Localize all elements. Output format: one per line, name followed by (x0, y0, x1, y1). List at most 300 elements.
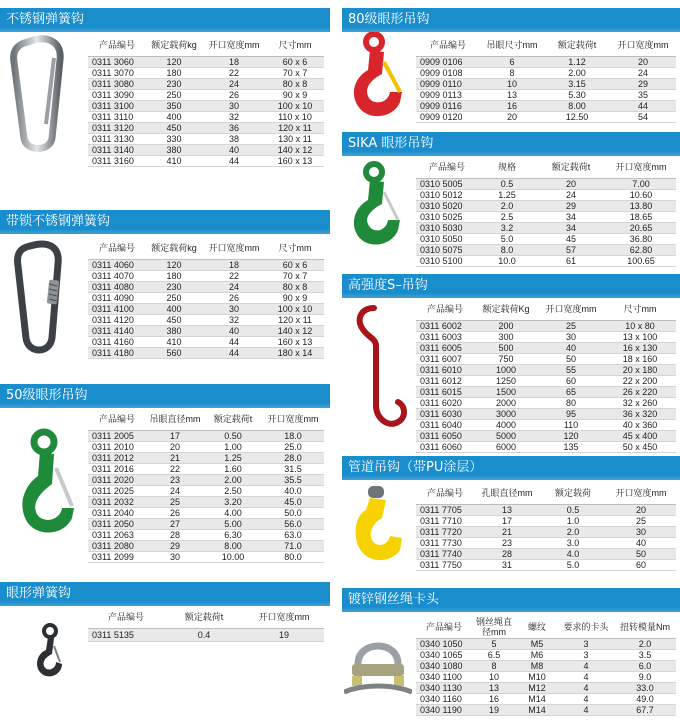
table-cell: 2.00 (544, 67, 610, 78)
table-cell: 30 (606, 526, 676, 537)
wire-rope-clip-icon (344, 630, 412, 704)
table-row (416, 178, 676, 189)
table-cell: 71.0 (262, 540, 324, 551)
stainless-carabiner-icon (6, 34, 76, 154)
table-cell: 45.0 (262, 496, 324, 507)
table-cell: 8.00 (544, 100, 610, 111)
table-cell: 7.00 (606, 178, 676, 189)
table-row (416, 397, 676, 408)
table-cell: 22 x 200 (604, 375, 676, 386)
table-cell: 16 (472, 693, 516, 704)
spec-table (88, 408, 324, 563)
table-cell: 1.25 (204, 452, 262, 463)
table-cell: 19 (472, 704, 516, 715)
table-cell: 6.30 (204, 529, 262, 540)
table-cell: 450 (146, 122, 202, 133)
table-cell: 3.5 (614, 649, 676, 660)
table-cell: 16 (480, 100, 544, 111)
table-cell: 100 x 10 (266, 100, 324, 111)
table-cell: 22 (202, 270, 266, 281)
col-header: 产品编号 (88, 408, 146, 430)
table-cell: 20 (536, 178, 606, 189)
col-header: 吊眼尺寸mm (480, 34, 544, 56)
table-row (416, 320, 676, 331)
table-cell: 4.0 (540, 548, 606, 559)
table-row (88, 518, 324, 529)
table-cell: 140 x 12 (266, 325, 324, 336)
table-cell: 24 (202, 281, 266, 292)
table-cell: 0311 6002 (416, 320, 474, 331)
table-cell: 6000 (474, 441, 538, 452)
col-header: 扭转模量Nm (614, 616, 676, 638)
table-row (416, 56, 676, 67)
table-cell: 36 (202, 122, 266, 133)
table-row (88, 463, 324, 474)
col-header: 开口宽度mm (538, 298, 604, 320)
table-cell: 3.15 (544, 78, 610, 89)
table-row (416, 430, 676, 441)
table-cell: 250 (146, 292, 202, 303)
table-cell: 5.30 (544, 89, 610, 100)
table-cell: 5.0 (478, 233, 536, 244)
table-cell: 140 x 12 (266, 144, 324, 155)
table-cell: 380 (146, 325, 202, 336)
table-cell: 5.00 (204, 518, 262, 529)
table-cell: M14 (516, 693, 558, 704)
table-cell: 0311 2080 (88, 540, 146, 551)
table-cell: 29 (536, 200, 606, 211)
table-cell: 90 x 9 (266, 89, 324, 100)
table-cell: 18.0 (262, 430, 324, 441)
table-cell: 31.5 (262, 463, 324, 474)
table-row (88, 474, 324, 485)
table-cell: 21 (474, 526, 540, 537)
red-eye-hook-icon (344, 32, 412, 122)
section-eye-snap-hook (0, 578, 330, 718)
table-cell: 9.0 (614, 671, 676, 682)
table-cell: 10.60 (606, 189, 676, 200)
table-cell: 0311 2063 (88, 529, 146, 540)
table-cell: 29 (146, 540, 204, 551)
table-cell: 1250 (474, 375, 538, 386)
table-row (88, 314, 324, 325)
table-row (416, 515, 676, 526)
table-cell: 1.60 (204, 463, 262, 474)
col-header: 产品编号 (88, 34, 146, 56)
table-row (88, 336, 324, 347)
table-cell: 400 (146, 111, 202, 122)
table-cell: 4 (558, 704, 614, 715)
table-row (88, 281, 324, 292)
table-cell: 5.0 (540, 559, 606, 570)
col-header: 额定载荷t (536, 156, 606, 178)
col-header: 钢丝绳直径mm (472, 616, 516, 638)
table-cell: 0311 5135 (88, 628, 164, 641)
table-cell: 28.0 (262, 452, 324, 463)
table-cell: 130 x 11 (266, 133, 324, 144)
table-cell: 0311 6005 (416, 342, 474, 353)
table-cell: 0311 6050 (416, 430, 474, 441)
table-cell: 55 (538, 364, 604, 375)
table-cell: 0311 6010 (416, 364, 474, 375)
section-title: 带锁不锈钢弹簧钩 (0, 210, 330, 234)
table-cell: 50 (538, 353, 604, 364)
table-cell: 2.0 (540, 526, 606, 537)
table-cell: 32 x 260 (604, 397, 676, 408)
table-cell: 4 (558, 693, 614, 704)
table-cell: 0311 2025 (88, 485, 146, 496)
table-cell: 36.80 (606, 233, 676, 244)
table-cell: 25 (538, 320, 604, 331)
table-row (416, 526, 676, 537)
table-row (416, 504, 676, 515)
col-header: 开口宽度mm (262, 408, 324, 430)
table-cell: 18 (202, 56, 266, 67)
spec-table (416, 298, 676, 453)
table-cell: 0311 7740 (416, 548, 474, 559)
section-s-hook (342, 272, 680, 452)
table-cell: 19 (244, 628, 324, 641)
table-cell: 40 (202, 325, 266, 336)
table-cell: 0311 6015 (416, 386, 474, 397)
table-cell: 0310 5025 (416, 211, 478, 222)
table-cell: 54 (610, 111, 676, 122)
table-cell: 2.0 (614, 638, 676, 649)
table-cell: 1.25 (478, 189, 536, 200)
table-cell: 30 (146, 551, 204, 562)
table-cell: 4000 (474, 419, 538, 430)
table-cell: 80 x 8 (266, 78, 324, 89)
table-cell: 45 x 400 (604, 430, 676, 441)
table-cell: M6 (516, 649, 558, 660)
table-cell: 0909 0108 (416, 67, 480, 78)
table-cell: 33.0 (614, 682, 676, 693)
table-cell: 0311 6012 (416, 375, 474, 386)
table-cell: 28 (474, 548, 540, 559)
table-row (416, 671, 676, 682)
table-cell: 0311 4080 (88, 281, 146, 292)
table-cell: 17 (474, 515, 540, 526)
table-cell: 24 (202, 78, 266, 89)
table-cell: 29 (610, 78, 676, 89)
table-cell: 0310 5075 (416, 244, 478, 255)
col-header: 额定载荷kg (146, 237, 202, 259)
table-row (416, 189, 676, 200)
table-cell: 23 (474, 537, 540, 548)
table-cell: 0909 0120 (416, 111, 480, 122)
table-cell: 20 (480, 111, 544, 122)
col-header: 开口宽度mm (610, 34, 676, 56)
table-cell: 750 (474, 353, 538, 364)
table-cell: 40 (606, 537, 676, 548)
table-cell: 0310 5005 (416, 178, 478, 189)
table-cell: 2.0 (478, 200, 536, 211)
table-cell: 5000 (474, 430, 538, 441)
table-cell: 0340 1080 (416, 660, 472, 671)
table-cell: 8.0 (478, 244, 536, 255)
col-header: 尺寸mm (604, 298, 676, 320)
table-row (88, 540, 324, 551)
col-header: 额定载荷Kg (474, 298, 538, 320)
table-cell: 120 (146, 56, 202, 67)
table-row (416, 342, 676, 353)
col-header: 产品编号 (88, 237, 146, 259)
table-cell: 0310 5012 (416, 189, 478, 200)
table-row (416, 67, 676, 78)
table-cell: 110 x 10 (266, 111, 324, 122)
table-cell: 0311 2016 (88, 463, 146, 474)
table-cell: 27 (146, 518, 204, 529)
table-cell: 2.00 (204, 474, 262, 485)
table-cell: 90 x 9 (266, 292, 324, 303)
table-cell: 10.00 (204, 551, 262, 562)
table-cell: 120 (538, 430, 604, 441)
table-row (88, 100, 324, 111)
table-cell: 80 x 8 (266, 281, 324, 292)
table-cell: 3 (558, 638, 614, 649)
table-cell: M12 (516, 682, 558, 693)
table-cell: 0311 6020 (416, 397, 474, 408)
section-pipe-hook (342, 456, 680, 568)
table-row (416, 408, 676, 419)
table-cell: 0311 4100 (88, 303, 146, 314)
table-cell: 0311 7730 (416, 537, 474, 548)
table-cell: 4 (558, 660, 614, 671)
table-cell: 13 (474, 504, 540, 515)
section-title: 管道吊钩（带PU涂层） (342, 456, 680, 480)
col-header: 规格 (478, 156, 536, 178)
table-cell: 20 (610, 56, 676, 67)
table-cell: 17 (146, 430, 204, 441)
table-cell: 62.80 (606, 244, 676, 255)
table-row (88, 430, 324, 441)
table-cell: 0340 1065 (416, 649, 472, 660)
spec-table (416, 34, 676, 123)
table-cell: 8.00 (204, 540, 262, 551)
table-cell: 135 (538, 441, 604, 452)
table-row (88, 496, 324, 507)
table-row (88, 111, 324, 122)
table-row (416, 693, 676, 704)
table-cell: 0311 3070 (88, 67, 146, 78)
table-cell: 70 x 7 (266, 67, 324, 78)
table-cell: 3.0 (540, 537, 606, 548)
table-cell: 0909 0116 (416, 100, 480, 111)
table-row (88, 347, 324, 358)
table-cell: 18 x 160 (604, 353, 676, 364)
col-header: 吊眼直径mm (146, 408, 204, 430)
table-cell: 26 (202, 292, 266, 303)
table-cell: 10.0 (478, 255, 536, 266)
table-cell: 180 (146, 270, 202, 281)
table-cell: 1.0 (540, 515, 606, 526)
table-row (416, 353, 676, 364)
table-cell: 26 (146, 507, 204, 518)
table-cell: 8 (472, 660, 516, 671)
table-cell: 22 (202, 67, 266, 78)
table-row (416, 704, 676, 715)
table-cell: 3000 (474, 408, 538, 419)
table-cell: 0340 1130 (416, 682, 472, 693)
table-cell: 0311 4060 (88, 259, 146, 270)
table-cell: 0311 6040 (416, 419, 474, 430)
table-cell: 0311 3080 (88, 78, 146, 89)
table-cell: 3.2 (478, 222, 536, 233)
section-locking-snap-hook (0, 204, 330, 374)
table-cell: 24 (146, 485, 204, 496)
table-cell: 0311 2012 (88, 452, 146, 463)
col-header: 产品编号 (416, 298, 474, 320)
table-cell: 1000 (474, 364, 538, 375)
section-grade50-eye-hook (0, 380, 330, 570)
table-cell: 45 (536, 233, 606, 244)
table-row (416, 200, 676, 211)
col-header: 产品编号 (416, 34, 480, 56)
col-header: 额定载荷kg (146, 34, 202, 56)
table-cell: 120 (146, 259, 202, 270)
table-cell: 20 x 180 (604, 364, 676, 375)
table-cell: 6.5 (472, 649, 516, 660)
table-cell: 18.65 (606, 211, 676, 222)
table-cell: 5 (472, 638, 516, 649)
table-cell: 60 x 6 (266, 259, 324, 270)
table-cell: 0311 6030 (416, 408, 474, 419)
table-cell: M10 (516, 671, 558, 682)
table-cell: 34 (536, 211, 606, 222)
table-row (88, 529, 324, 540)
table-cell: 1.12 (544, 56, 610, 67)
table-row (416, 682, 676, 693)
table-cell: 1.00 (204, 441, 262, 452)
table-cell: 13 (472, 682, 516, 693)
table-cell: 0.5 (540, 504, 606, 515)
table-cell: 1500 (474, 386, 538, 397)
spec-table (416, 616, 676, 716)
table-cell: 0311 4180 (88, 347, 146, 358)
spec-table (416, 482, 676, 571)
table-cell: 60 (606, 559, 676, 570)
table-cell: 0311 3060 (88, 56, 146, 67)
yellow-pipe-hook-icon (346, 482, 410, 566)
table-cell: 24 (610, 67, 676, 78)
col-header: 额定载荷t (164, 606, 244, 628)
table-row (88, 325, 324, 336)
table-cell: 32 (202, 314, 266, 325)
table-cell: 25 (606, 515, 676, 526)
col-header: 产品编号 (88, 606, 164, 628)
table-cell: 20 (146, 441, 204, 452)
table-row (88, 270, 324, 281)
table-cell: 26 x 220 (604, 386, 676, 397)
table-cell: 95 (538, 408, 604, 419)
table-cell: 0311 7720 (416, 526, 474, 537)
table-row (88, 485, 324, 496)
table-cell: 0311 3110 (88, 111, 146, 122)
col-header: 产品编号 (416, 616, 472, 638)
table-cell: 0311 6003 (416, 331, 474, 342)
locking-carabiner-icon (10, 240, 70, 358)
table-cell: 63.0 (262, 529, 324, 540)
table-row (88, 628, 324, 641)
table-cell: 13.80 (606, 200, 676, 211)
spec-table (88, 34, 324, 167)
table-row (416, 222, 676, 233)
table-cell: 50 x 450 (604, 441, 676, 452)
table-cell: 0310 5020 (416, 200, 478, 211)
table-row (416, 548, 676, 559)
table-row (416, 111, 676, 122)
table-cell: 110 (538, 419, 604, 430)
table-row (88, 155, 324, 166)
table-cell: 0311 6007 (416, 353, 474, 364)
col-header: 额定载荷t (204, 408, 262, 430)
table-cell: 2.50 (204, 485, 262, 496)
section-stainless-snap-hook (0, 0, 330, 200)
table-cell: 65 (538, 386, 604, 397)
table-cell: 32 (202, 111, 266, 122)
section-title: 80级眼形吊钩 (342, 8, 680, 32)
table-cell: 0909 0113 (416, 89, 480, 100)
table-row (88, 507, 324, 518)
table-cell: 160 x 13 (266, 336, 324, 347)
table-cell: 10 (472, 671, 516, 682)
col-header: 螺纹 (516, 616, 558, 638)
table-row (416, 649, 676, 660)
spec-table (88, 237, 324, 359)
table-cell: 0340 1100 (416, 671, 472, 682)
table-cell: 6.0 (614, 660, 676, 671)
table-cell: 0311 7705 (416, 504, 474, 515)
table-cell: 230 (146, 78, 202, 89)
table-row (88, 67, 324, 78)
section-title: 眼形弹簧钩 (0, 582, 330, 606)
table-cell: 80.0 (262, 551, 324, 562)
table-cell: 0310 5030 (416, 222, 478, 233)
table-row (416, 78, 676, 89)
table-row (416, 211, 676, 222)
section-title: 高强度S–吊钩 (342, 274, 680, 298)
table-cell: 40 x 360 (604, 419, 676, 430)
table-cell: 56.0 (262, 518, 324, 529)
table-cell: 18 (202, 259, 266, 270)
table-cell: 13 (480, 89, 544, 100)
table-cell: 120 x 11 (266, 122, 324, 133)
section-title: 镀锌钢丝绳卡头 (342, 588, 680, 612)
table-row (416, 375, 676, 386)
table-cell: 0311 2099 (88, 551, 146, 562)
table-cell: 4 (558, 671, 614, 682)
table-cell: 230 (146, 281, 202, 292)
table-cell: 23 (146, 474, 204, 485)
table-cell: 0311 7710 (416, 515, 474, 526)
table-row (88, 133, 324, 144)
table-cell: 410 (146, 336, 202, 347)
table-cell: 100.65 (606, 255, 676, 266)
table-cell: 80 (538, 397, 604, 408)
table-cell: 20 (606, 504, 676, 515)
table-cell: 26 (202, 89, 266, 100)
col-header: 额定载荷t (544, 34, 610, 56)
table-cell: 67.7 (614, 704, 676, 715)
table-cell: 50.0 (262, 507, 324, 518)
section-title: 不锈钢弹簧钩 (0, 8, 330, 32)
table-cell: 0909 0110 (416, 78, 480, 89)
table-cell: 49.0 (614, 693, 676, 704)
table-cell: 10 x 80 (604, 320, 676, 331)
table-row (88, 452, 324, 463)
col-header: 开口宽度mm (202, 237, 266, 259)
table-cell: M5 (516, 638, 558, 649)
